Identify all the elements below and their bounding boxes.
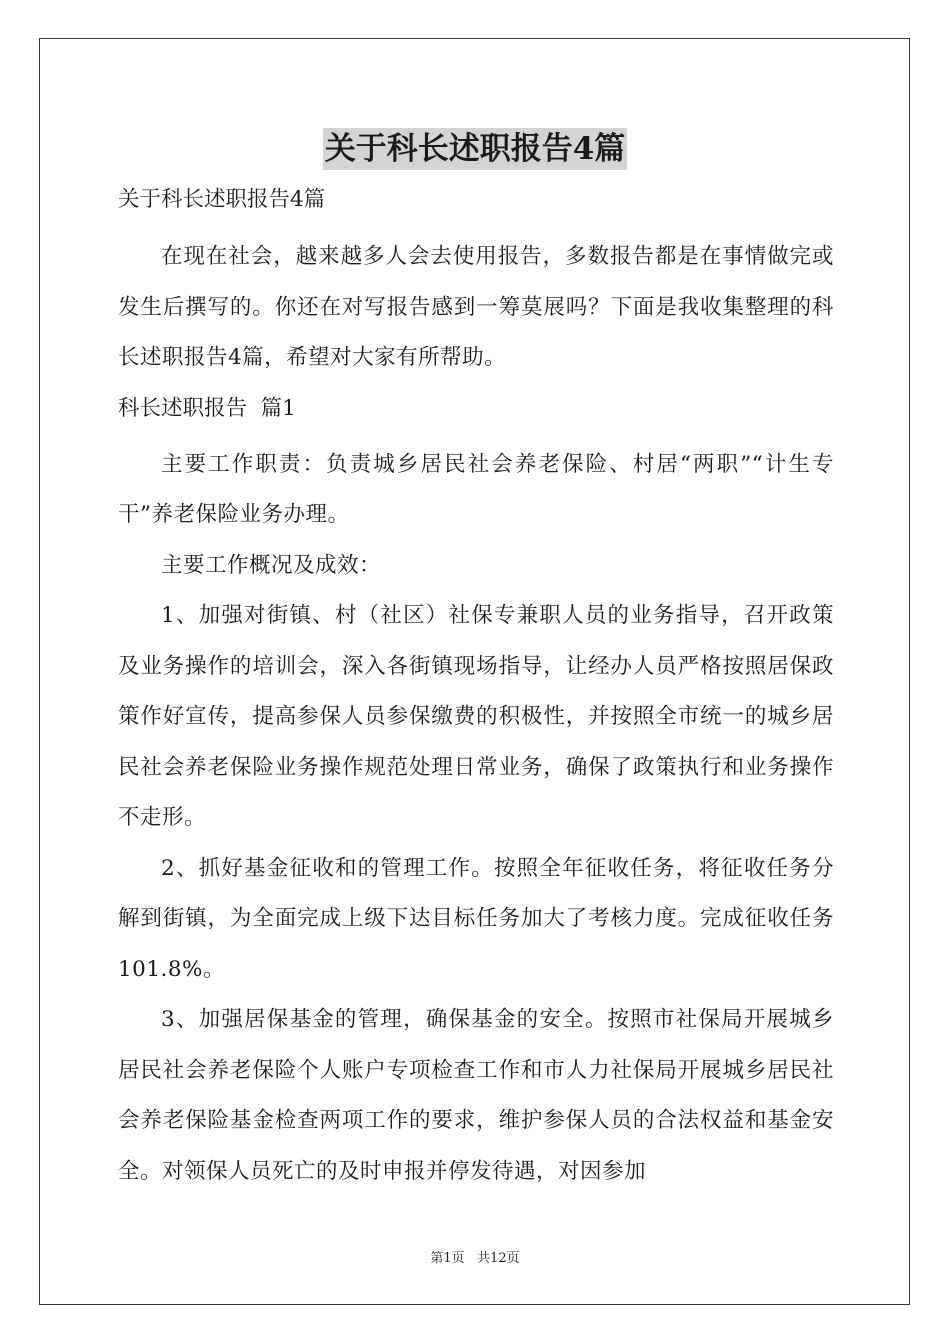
document-body — [118, 180, 834, 1197]
document-title: 关于科长述职报告4篇 — [323, 128, 628, 170]
body-paragraph: 2、抓好基金征收和的管理工作。按照全年征收任务，将征收任务分解到街镇，为全面完成上级下达目标任务加大了考核力度。完成征收任务101.8%。 — [118, 855, 834, 982]
page-number: 第1页 共12页 — [430, 1251, 520, 1266]
section-heading: 科长述职报告 篇1 — [118, 395, 296, 421]
document-subtitle: 关于科长述职报告4篇 — [118, 187, 326, 212]
body-paragraph: 3、加强居保基金的管理，确保基金的安全。按照市社保局开展城乡居民社会养老保险个人账户专项检查工作和市人力社保局开展城乡居民社会养老保险基金检查两项工作的要求，维护参保人员的合法权益和基金安全。对领保人员死亡的及时申报并停发待遇，对因参加 — [118, 1007, 834, 1184]
body-paragraph: 主要工作概况及成效： — [161, 552, 382, 578]
intro-paragraph: 在现在社会，越来越多人会去使用报告，多数报告都是在事情做完或发生后撰写的。你还在对写报告感到一筹莫展吗？下面是我收集整理的科长述职报告4篇，希望对大家有所帮助。 — [118, 244, 834, 370]
page-footer — [0, 1247, 950, 1266]
title-container — [0, 128, 950, 170]
body-paragraph: 主要工作职责：负责城乡居民社会养老保险、村居“两职”“计生专干”养老保险业务办理。 — [118, 451, 834, 527]
body-paragraph: 1、加强对街镇、村（社区）社保专兼职人员的业务指导，召开政策及业务操作的培训会，深入各街镇现场指导，让经办人员严格按照居保政策作好宣传，提高参保人员参保缴费的积极性，并按照全市统一的城乡居民社会养老保险业务操作规范处理日常业务，确保了政策执行和业务操作不走形。 — [118, 603, 834, 830]
